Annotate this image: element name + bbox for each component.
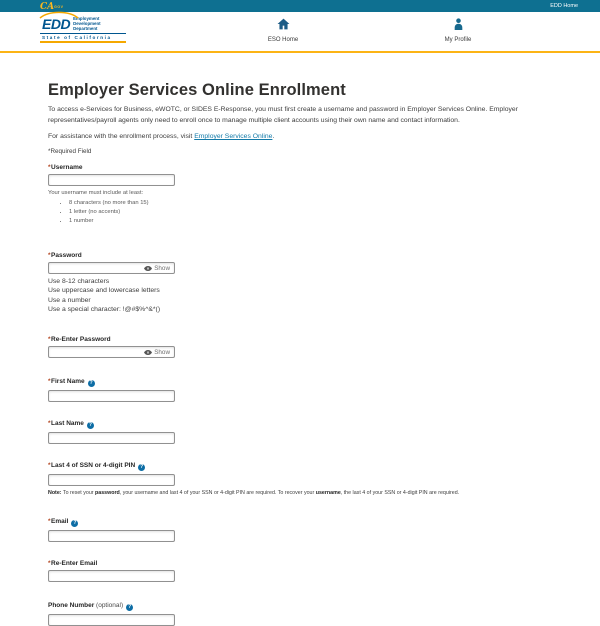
edd-logo[interactable] (40, 16, 126, 43)
note-text: To reset your (61, 490, 96, 497)
password-label-text: Password (51, 252, 82, 259)
password-field-group (48, 252, 552, 314)
edd-line-development: Development (73, 21, 101, 26)
reenter-password-show-label: Show (154, 348, 170, 356)
required-asterisk: * (48, 518, 51, 526)
username-requirements-list (69, 199, 552, 226)
note-bold: Note: (48, 490, 62, 497)
required-asterisk: * (48, 164, 51, 171)
password-rule: Use a number (48, 296, 91, 304)
help-icon[interactable]: ? (89, 380, 93, 387)
username-requirement-item: • 8 characters (no more than 15) (69, 199, 552, 208)
first-name-field-group (48, 378, 552, 402)
assistance-prefix: For assistance with the enrollment process, visit (48, 133, 195, 140)
reenter-email-label-text: Re-Enter Email (51, 560, 98, 568)
help-icon[interactable]: ? (88, 422, 92, 429)
username-label-text: Username (51, 164, 83, 171)
email-field-group (48, 518, 552, 542)
edd-state-of-california: State of California (40, 33, 126, 43)
email-label (48, 518, 552, 527)
ssn-pin-field-group (48, 462, 552, 496)
employer-services-online-link[interactable]: Employer Services Online (194, 133, 273, 140)
username-label (48, 164, 552, 171)
phone-label-text: Phone Number (48, 602, 95, 610)
edd-logo-top (40, 16, 126, 32)
reenter-password-field-group (48, 336, 552, 358)
required-asterisk: * (48, 462, 51, 470)
ca-gov-logo-text: CA (40, 2, 55, 12)
home-icon (248, 17, 318, 29)
required-asterisk: * (48, 560, 51, 568)
edd-swoosh-graphic (39, 12, 79, 18)
ssn-pin-note (48, 490, 552, 496)
edd-line-department: Department (73, 26, 98, 31)
person-icon (423, 17, 493, 29)
help-icon[interactable]: ? (140, 464, 144, 471)
phone-label (48, 602, 552, 611)
reenter-password-label-text: Re-Enter Password (51, 336, 111, 344)
assistance-suffix: . (272, 133, 275, 140)
reenter-password-input-wrap (48, 346, 175, 358)
edd-home-link[interactable]: EDD Home (550, 3, 578, 9)
assistance-line (48, 133, 552, 140)
username-hint: Your username must include at least: (48, 190, 144, 196)
last-name-input[interactable] (48, 432, 175, 444)
ssn-pin-input[interactable] (48, 474, 175, 486)
edd-line-employment: Employment (73, 16, 100, 21)
eye-icon (144, 350, 152, 355)
password-rules (48, 277, 552, 314)
help-icon[interactable]: ? (128, 604, 132, 611)
eye-icon (144, 266, 152, 271)
ca-gov-logo-subtext: GOV (54, 5, 64, 9)
first-name-input[interactable] (48, 390, 175, 402)
note-text: , the last 4 of your SSN or 4-digit PIN are required. (340, 490, 460, 497)
password-show-label: Show (154, 264, 170, 272)
last-name-field-group (48, 420, 552, 444)
password-rule: Use 8-12 characters (48, 278, 110, 285)
note-bold: username (315, 490, 341, 497)
username-requirement-item: • 1 number (69, 217, 552, 226)
reenter-email-input[interactable] (48, 570, 175, 582)
edd-acronym: EDD (42, 16, 71, 32)
intro-paragraph: To access e-Services for Business, eWOTC, or SIDES E-Response, you must first create a username and password in Employer Services Online. Employer representatives/payroll agents only need to enroll once to manage multiple client accounts using their own name and contact information. (48, 106, 518, 124)
top-utility-bar (0, 0, 600, 12)
phone-optional-text: (optional) (94, 602, 124, 610)
last-name-label-text: Last Name (51, 420, 84, 428)
required-asterisk: * (48, 336, 51, 344)
username-field-group (48, 164, 552, 226)
password-rule: Use uppercase and lowercase letters (48, 287, 160, 295)
edd-department-lines (73, 16, 101, 32)
email-label-text: Email (51, 518, 69, 526)
email-input[interactable] (48, 530, 175, 542)
first-name-label (48, 378, 552, 387)
password-label (48, 252, 552, 259)
required-field-note: *Required Field (48, 148, 92, 155)
page-title: Employer Services Online Enrollment (48, 81, 346, 99)
required-asterisk: * (48, 252, 51, 259)
site-header (0, 12, 600, 53)
reenter-password-label (48, 336, 552, 343)
ca-gov-logo[interactable] (40, 0, 63, 12)
reenter-email-label (48, 560, 552, 567)
reenter-password-show-button[interactable] (142, 347, 174, 357)
nav-my-profile[interactable] (423, 17, 493, 43)
username-requirement-item: • 1 letter (no accents) (69, 208, 552, 217)
nav-eso-home[interactable] (248, 17, 318, 43)
ssn-pin-label (48, 462, 552, 471)
required-asterisk: * (48, 378, 51, 386)
username-input[interactable] (48, 174, 175, 186)
first-name-label-text: First Name (51, 378, 85, 386)
password-input[interactable] (49, 263, 142, 273)
help-icon[interactable]: ? (73, 520, 77, 527)
password-rule: Use a special character: !@#$%^&*() (48, 305, 161, 313)
nav-eso-home-label: ESO Home (267, 37, 299, 43)
note-text: , your username and last 4 of your SSN or 4-digit PIN are required. To recover your (119, 490, 316, 497)
reenter-email-field-group (48, 560, 552, 582)
password-input-wrap (48, 262, 175, 274)
reenter-password-input[interactable] (49, 347, 142, 357)
ssn-pin-label-text: Last 4 of SSN or 4-digit PIN (51, 462, 136, 470)
main-content (0, 81, 600, 626)
required-asterisk: * (48, 420, 51, 428)
last-name-label (48, 420, 552, 429)
nav-my-profile-label: My Profile (444, 37, 472, 43)
phone-input[interactable] (48, 614, 175, 626)
password-show-button[interactable] (142, 263, 174, 273)
phone-field-group (48, 602, 552, 626)
note-bold: password (95, 490, 120, 497)
